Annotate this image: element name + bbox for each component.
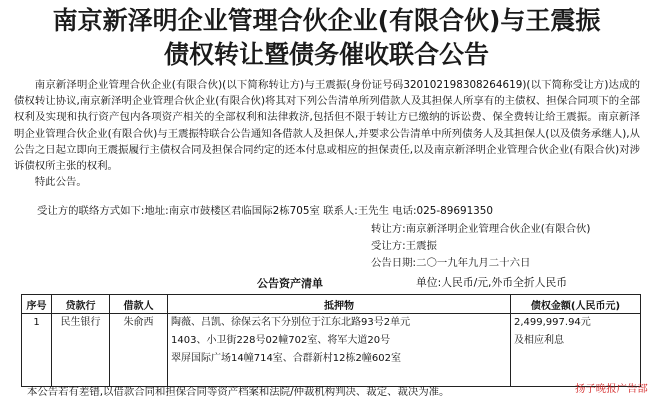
- asset-table: [21, 294, 641, 387]
- cell-collateral: [168, 314, 511, 387]
- table-row: [22, 314, 641, 387]
- ad-department-tag: 扬子晚报广告部: [575, 383, 648, 395]
- footer-note: 本公告若有差错,以借款合同和担保合同等资产档案和法院/仲裁机构判决、裁定、裁决为准。: [27, 386, 450, 398]
- header-bank: 贷款行: [52, 295, 110, 314]
- cell-bank: 民生银行: [52, 314, 110, 387]
- headline-line-1: 南京新泽明企业管理合伙企业(有限合伙)与王震振: [52, 6, 601, 35]
- collateral-line: 翠屏国际广场14幢714室、合群新村12栋2幢602室: [171, 353, 401, 364]
- header-borrower: 借款人: [110, 295, 168, 314]
- cell-borrower: 朱俞西: [110, 314, 168, 387]
- header-collateral: 抵押物: [168, 295, 511, 314]
- announcement-date: 公告日期:二〇一九年九月二十六日: [371, 257, 531, 269]
- collateral-line: 陶薇、吕凯、徐保云名下分别位于江东北路93号2单元: [171, 317, 411, 328]
- amount-value: 2,499,997.94元: [514, 317, 591, 328]
- amount-interest: 及相应利息: [514, 335, 564, 346]
- transferor-signature: 转让方:南京新泽明企业管理合伙企业(有限合伙): [371, 223, 591, 235]
- closing-phrase: 特此公告。: [34, 176, 87, 189]
- header-amount: 债权金额(人民币元): [511, 295, 641, 314]
- body-paragraph: 南京新泽明企业管理合伙企业(有限合伙)(以下简称转让方)与王震振(身份证号码320102198308264619)(以下简称受让方)达成的债权转让协议,南京新泽明企业管理合伙企业(有限合伙)将其对下列公告清单所列借款人及其担保人所享有的主债权、担保合同项下的全部权利及实现和执行资产包内各项资产相关的全部权利和法律救济,包括但不限于转让方已缴纳的诉讼费、保全费转让给王震振。南京新泽明企业管理合伙企业(有限合伙)与王震振特联合公告通知各借款人及担保人,并要求公告清单中所列债务人及其担保人(以及债务承继人),从公告之日起立即向王震振履行主债权合同及担保合同约定的还本付息或相应的担保责任,以及南京新泽明企业管理合伙企业(有限合伙)对涉诉债权所主张的权利。: [14, 79, 640, 173]
- contact-info: 受让方的联络方式如下:地址:南京市鼓楼区君临国际2栋705室 联系人:王先生 电话:025-89691350: [37, 205, 494, 217]
- collateral-line: 1403、小卫街228号02幢702室、将军大道20号: [171, 335, 391, 346]
- cell-no: 1: [22, 314, 52, 387]
- cell-amount: [511, 314, 641, 387]
- announcement-body: [14, 77, 640, 190]
- table-header-row: [22, 295, 641, 314]
- currency-unit-note: 单位:人民币/元,外币全折人民币: [416, 276, 568, 289]
- header-no: 序号: [22, 295, 52, 314]
- headline-line-2: 债权转让暨债务催收联合公告: [163, 40, 489, 69]
- asset-list-title: 公告资产清单: [257, 277, 323, 290]
- transferee-signature: 受让方:王震振: [371, 240, 437, 252]
